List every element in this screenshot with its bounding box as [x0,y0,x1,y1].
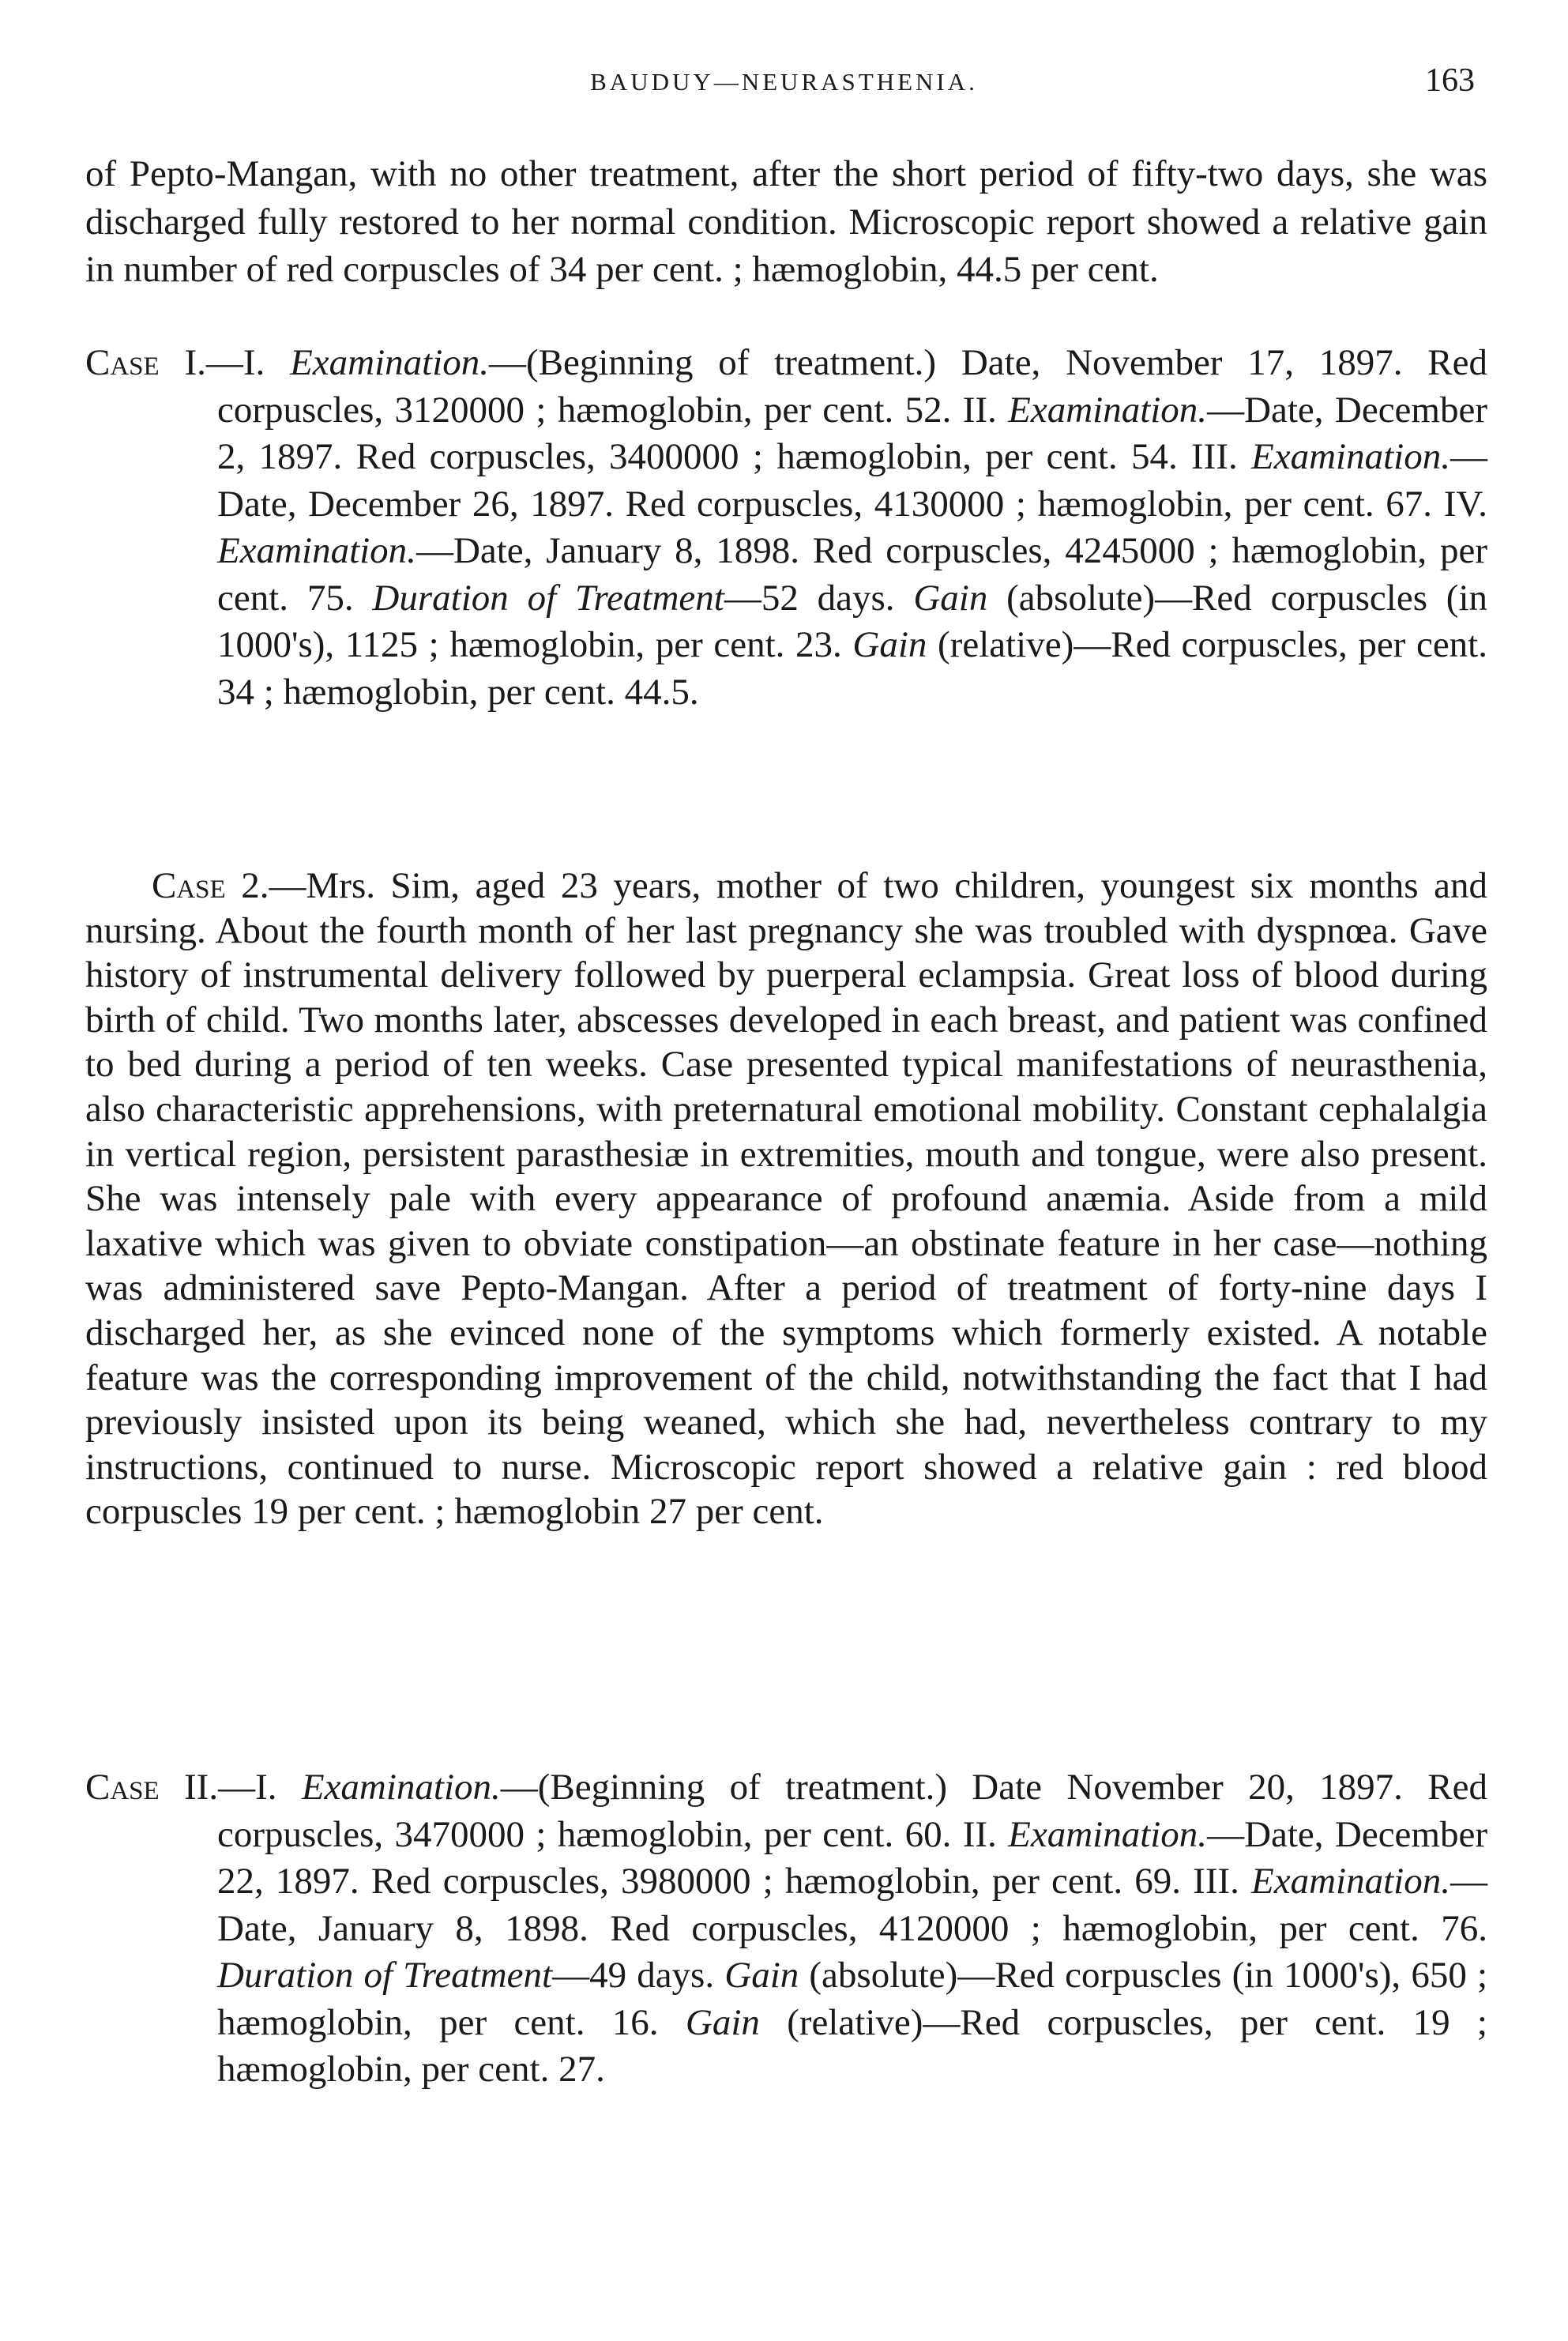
case-1-gain-relative-title: Gain [852,624,927,665]
case-1-gain-absolute-title: Gain [913,577,988,619]
case-2-exam-3-number: III. [1193,1861,1252,1902]
case-1-exam-3-number: III. [1191,436,1252,477]
case-2-gain-absolute-title: Gain [724,1955,799,1996]
case-2-gain-relative-title: Gain [685,2001,760,2043]
case-1-duration-text: —52 days. [724,577,914,619]
intro-paragraph: of Pepto-Mangan, with no other treatment, after the short period of fifty-two days, she was discharged fully restored to her normal condition. Microscopic report showed a relative gain in number of red corpuscles of 34 per cent. ; hæmoglobin, 44.5 per cent. [85,153,1487,290]
case-2-duration-text: —49 days. [552,1955,725,1996]
case-2-record [85,1764,1487,2094]
case-2-exam-3-title: Examination. [1251,1861,1450,1902]
case-2-gain-relative-text: (relative)—Red corpuscles, per cent. 19 ; hæmoglobin, per cent. 27. [217,2001,1487,2090]
case-2-narrative [85,864,1487,1534]
case-1-record [85,340,1487,716]
case-1-duration-title: Duration of Treatment [372,577,724,619]
case-2-text: —Mrs. Sim, aged 23 years, mother of two children, youngest six months and nursing. About the fourth month of her last pregnancy she was troubled with dyspnœa. Gave history of instrumental delivery followed by puerperal eclampsia. Great loss of blood during birth of child. Two months later, abscesses developed in each breast, and patient was confined to bed during a period of ten weeks. Case presented typical manifestations of neurasthenia, also characteristic apprehensions, with preternatural emotional mobility. Constant cephalalgia in vertical region, persistent parasthesiæ in extremities, mouth and tongue, were also present. She was intensely pale with every appearance of profound anæmia. Aside from a mild laxative which was given to obviate constipation—an obstinate feature in her case—nothing was administered save Pepto-Mangan. After a period of treatment of forty-nine days I discharged her, as she evinced none of the symptoms which formerly existed. A notable feature was the corresponding improvement of the child, notwithstanding the fact that I had previously insisted upon its being weaned, which she had, nevertheless contrary to my instructions, continued to nurse. Microscopic report showed a relative gain : red blood corpuscles 19 per cent. ; hæmoglobin 27 per cent. [85,865,1488,1533]
case-1-exam-4-text: —Date, January 8, 1898. Red corpuscles, 4245000 ; hæmoglobin, per cent. 75. [217,530,1487,619]
running-head [0,62,1568,101]
case-1-exam-2-title: Examination. [1008,389,1208,431]
case-2-duration-title: Duration of Treatment [217,1955,553,1996]
case-2-table-label: Case II. [85,1767,219,1808]
case-1-exam-1-text: —(Beginning of treatment.) Date, November 17, 1897. Red corpuscles, 3120000 ; hæmoglobin, per cent. 52. [217,342,1487,431]
running-title: BAUDUY—NEURASTHENIA. [590,68,978,96]
case-1-exam-3-text: —Date, December 26, 1897. Red corpuscles, 4130000 ; hæmoglobin, per cent. 67. [217,436,1487,525]
case-1-exam-2-text: —Date, December 2, 1897. Red corpuscles, 3400000 ; hæmoglobin, per cent. 54. [217,389,1487,477]
page-number: 163 [1425,62,1475,99]
case-1-label: Case I. [85,342,206,383]
case-2-exam-2-text: —Date, December 22, 1897. Red corpuscles, 3980000 ; hæmoglobin, per cent. 69. [217,1813,1487,1902]
case-1-exam-4-title: Examination. [217,530,416,571]
case-2-exam-3-text: —Date, January 8, 1898. Red corpuscles, 4120000 ; hæmoglobin, per cent. 76. [217,1861,1487,1949]
case-1-exam-4-number: IV. [1443,483,1487,525]
case-2-exam-1-title: Examination. [301,1767,501,1808]
case-2-exam-1-number: —I. [218,1767,302,1808]
case-1-exam-1-number: —I. [205,342,291,383]
case-2-gain-absolute-text: (absolute)—Red corpuscles (in 1000's), 650 ; hæmoglobin, per cent. 16. [217,1955,1488,2043]
case-2-examinations [85,1764,1487,2094]
case-1-exam-3-title: Examination. [1251,436,1450,477]
case-1-gain-relative-text: (relative)—Red corpuscles, per cent. 34 ; hæmoglobin, per cent. 44.5. [217,624,1487,713]
case-1-exam-2-number: II. [962,389,1009,431]
case-1-examinations [85,340,1487,716]
case-1-exam-1-title: Examination. [290,342,489,383]
case-2-exam-1-text: —(Beginning of treatment.) Date November 20, 1897. Red corpuscles, 3470000 ; hæmoglobin, per cent. 60. [217,1767,1487,1855]
case-2-exam-2-title: Examination. [1008,1813,1208,1855]
case-2-exam-2-number: II. [962,1813,1009,1855]
case-2-label: Case 2. [152,865,269,906]
case-1-gain-absolute-text: (absolute)—Red corpuscles (in 1000's), 1125 ; hæmoglobin, per cent. 23. [217,577,1487,665]
